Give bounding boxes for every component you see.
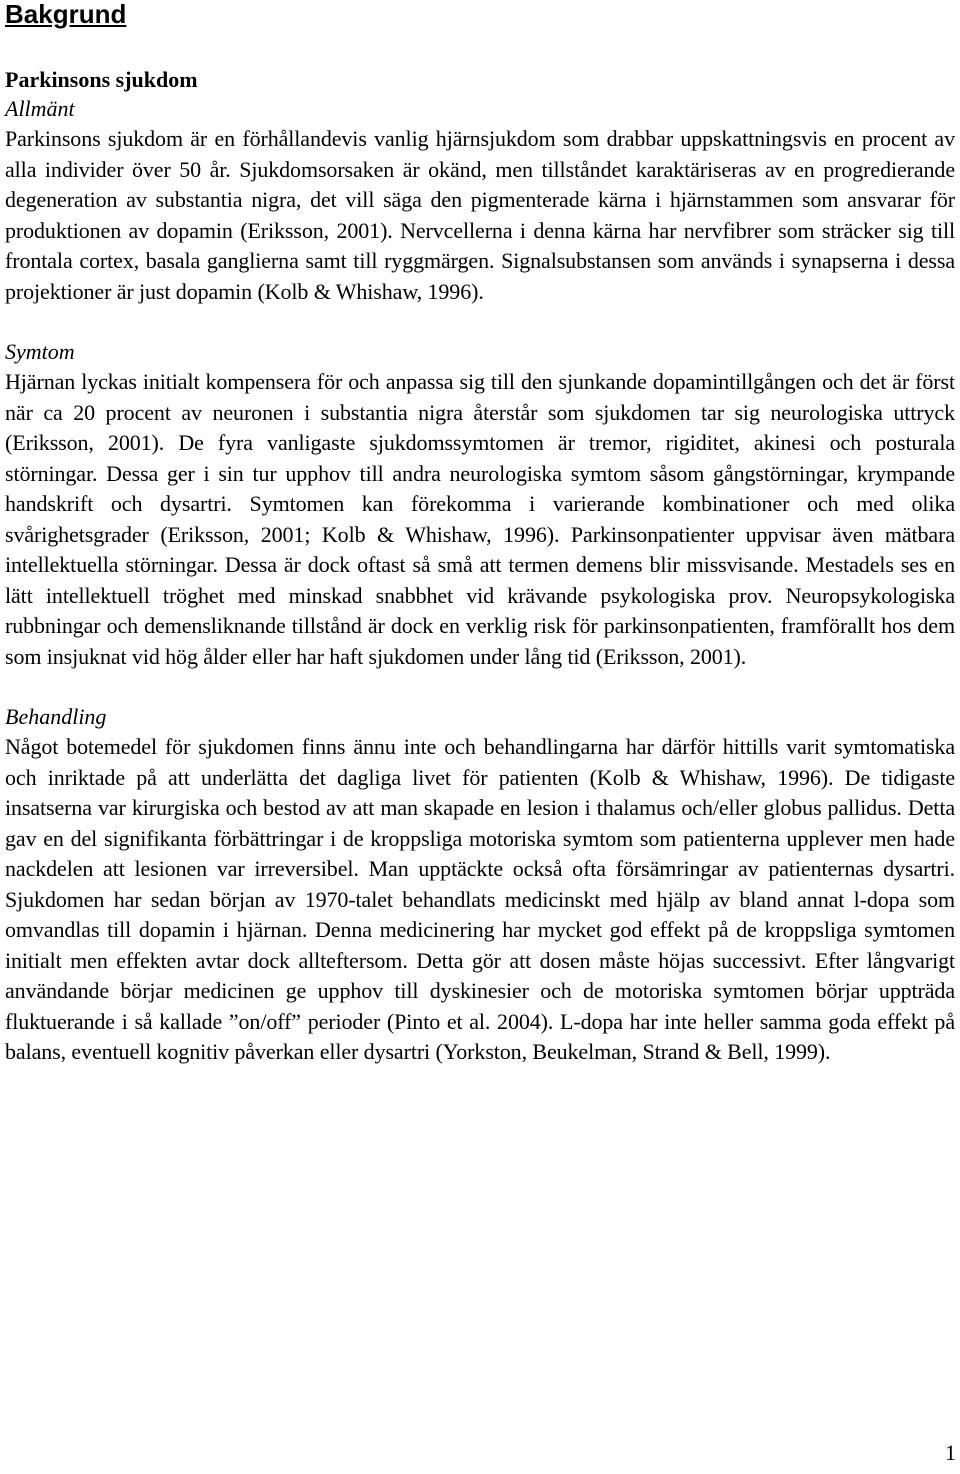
document-page	[5, 0, 955, 1068]
subsection-heading: Symtom	[5, 339, 75, 364]
subsection-behandling	[5, 702, 955, 1068]
subsection-allmant	[5, 94, 955, 307]
page-heading: Bakgrund	[5, 0, 127, 29]
subsection-paragraph: Hjärnan lyckas initialt kompensera för och anpassa sig till den sjunkande dopamintillgången och det är först när ca 20 procent av neuronen i substantia nigra återstår som sjukdomen tar sig neurologiska uttryck (Eriksson, 2001). De fyra vanligaste sjukdomssymtomen är tremor, rigiditet, akinesi och posturala störningar. Dessa ger i sin tur upphov till andra neurologiska symtom såsom gångstörningar, krympande handskrift och dysartri. Symtomen kan förekomma i varierande kombinationer och med olika svårighetsgrader (Eriksson, 2001; Kolb & Whishaw, 1996). Parkinsonpatienter uppvisar även mätbara intellektuella störningar. Dessa är dock oftast så små att termen demens blir missvisande. Mestadels ses en lätt intellektuell tröghet med minskad snabbhet vid krävande psykologiska prov. Neuropsykologiska rubbningar och demensliknande tillstånd är dock en verklig risk för parkinsonpatienten, framförallt hos dem som insjuknat vid hög ålder eller har haft sjukdomen under lång tid (Eriksson, 2001).	[5, 369, 955, 669]
subsection-symtom	[5, 337, 955, 672]
subsection-paragraph: Parkinsons sjukdom är en förhållandevis vanlig hjärnsjukdom som drabbar uppskattningsvis en procent av alla individer över 50 år. Sjukdomsorsaken är okänd, men tillståndet karaktäriseras av en progredierande degeneration av substantia nigra, det vill säga den pigmenterade kärna i hjärnstammen som ansvarar för produktionen av dopamin (Eriksson, 2001). Nervcellerna i denna kärna har nervfibrer som sträcker sig till frontala cortex, basala ganglierna samt till ryggmärgen. Signalsubstansen som används i synapserna i dessa projektioner är just dopamin (Kolb & Whishaw, 1996).	[5, 126, 955, 304]
section-title: Parkinsons sjukdom	[5, 67, 198, 92]
subsection-heading: Allmänt	[5, 96, 75, 121]
page-number: 1	[945, 1440, 956, 1465]
subsection-heading: Behandling	[5, 704, 107, 729]
subsection-paragraph: Något botemedel för sjukdomen finns ännu inte och behandlingarna har därför hittills varit symtomatiska och inriktade på att underlätta det dagliga livet för patienten (Kolb & Whishaw, 1996). De tidigaste insatserna var kirurgiska och bestod av att man skapade en lesion i thalamus och/eller globus pallidus. Detta gav en del signifikanta förbättringar i de kroppsliga motoriska symtom som patienterna upplever men hade nackdelen att lesionen var irreversibel. Man upptäckte också ofta försämringar av patienternas dysartri. Sjukdomen har sedan början av 1970-talet behandlats medicinskt med hjälp av bland annat l-dopa som omvandlas till dopamin i hjärnan. Denna medicinering har mycket god effekt på de kroppsliga symtomen initialt men effekten avtar dock allteftersom. Detta gör att dosen måste höjas successivt. Efter långvarigt användande börjar medicinen ge upphov till dyskinesier och de motoriska symtomen börjar uppträda fluktuerande i så kallade ”on/off” perioder (Pinto et al. 2004). L-dopa har inte heller samma goda effekt på balans, eventuell kognitiv påverkan eller dysartri (Yorkston, Beukelman, Strand & Bell, 1999).	[5, 734, 955, 1064]
